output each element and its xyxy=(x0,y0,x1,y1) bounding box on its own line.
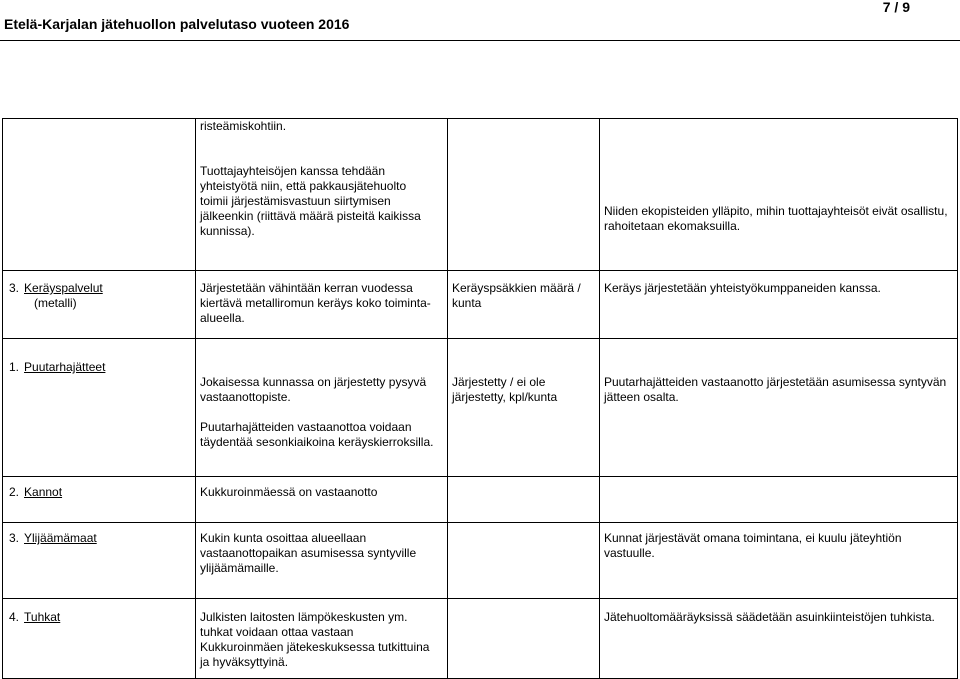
cell-text-line: Puutarhajätteiden vastaanottoa voidaan xyxy=(200,420,412,434)
action-cell xyxy=(196,523,448,599)
cell-text-line: kiertävä metalliromun keräys koko toiminta- xyxy=(200,296,431,310)
cell-lines xyxy=(604,204,953,234)
row-number: 3. xyxy=(9,281,20,295)
indicator-cell xyxy=(448,599,600,679)
page-number: 7 / 9 xyxy=(882,0,910,15)
row-name xyxy=(9,485,191,500)
table-row xyxy=(3,119,958,271)
row-name xyxy=(9,360,191,375)
cell-text-line xyxy=(200,134,443,149)
cell-text-line xyxy=(200,405,443,420)
row-name xyxy=(9,610,191,625)
cell-lines xyxy=(604,531,953,561)
indicator-cell xyxy=(448,523,600,599)
cell-text-line: Jätehuoltomääräyksissä säädetään asuinkiinteistöjen tuhkista. xyxy=(604,610,935,624)
row-title: Ylijäämämaat xyxy=(24,531,97,545)
cell-text-line xyxy=(200,149,443,164)
cell-lines xyxy=(200,281,443,326)
cell-text-line: Jokaisessa kunnassa on järjestetty pysyvä xyxy=(200,375,427,389)
cell-text-line: Niiden ekopisteiden ylläpito, mihin tuottajayhteisöt eivät osallistu, xyxy=(604,203,948,218)
cell-text-line: Tuottajayhteisöjen kanssa tehdään xyxy=(200,164,386,178)
indicator-cell xyxy=(448,119,600,271)
cell-text-line: risteämiskohtiin. xyxy=(200,119,287,133)
cell-text-line: rahoitetaan ekomaksuilla. xyxy=(604,218,741,233)
cell-text-line: Keräyspsäkkien määrä / xyxy=(452,281,581,295)
cell-text-line: Järjestetään vähintään kerran vuodessa xyxy=(200,281,413,295)
row-title: Kannot xyxy=(24,485,63,499)
action-cell xyxy=(196,339,448,477)
header-divider xyxy=(0,40,960,41)
row-number: 3. xyxy=(9,531,20,545)
row-name xyxy=(9,531,191,546)
cell-text-line: vastaanottopiste. xyxy=(200,390,291,404)
note-cell xyxy=(600,523,958,599)
cell-lines xyxy=(200,531,443,576)
cell-lines xyxy=(200,485,443,500)
action-cell xyxy=(196,119,448,271)
row-title: Tuhkat xyxy=(24,610,61,624)
cell-text-line: toimii järjestämisvastuun siirtymisen xyxy=(200,194,391,208)
cell-text-line: täydentää sesonkiaikoina keräyskierroksilla. xyxy=(200,435,434,449)
cell-lines xyxy=(200,119,443,239)
cell-text-line: ylijäämämaille. xyxy=(200,561,279,575)
action-cell xyxy=(196,271,448,339)
cell-text-line: alueella. xyxy=(200,311,245,325)
note-cell xyxy=(600,271,958,339)
row-title: Keräyspalvelut xyxy=(24,281,103,295)
action-cell xyxy=(196,599,448,679)
cell-text-line: Kukkuroinmäessä on vastaanotto xyxy=(200,485,378,499)
row-name-cell xyxy=(3,271,196,339)
row-name-cell xyxy=(3,523,196,599)
cell-text-line: Kukin kunta osoittaa alueellaan xyxy=(200,531,367,545)
cell-text-line: järjestetty, kpl/kunta xyxy=(452,390,558,404)
cell-text-line: yhteistyötä niin, että pakkausjätehuolto xyxy=(200,179,407,193)
cell-text-line: Julkisten laitosten lämpökeskusten ym. xyxy=(200,610,408,624)
cell-lines xyxy=(200,610,443,670)
table-row xyxy=(3,339,958,477)
row-name-cell xyxy=(3,339,196,477)
cell-text-line: kunnissa). xyxy=(200,224,255,238)
note-cell xyxy=(600,477,958,523)
row-name xyxy=(9,281,191,296)
cell-lines xyxy=(604,281,953,296)
cell-text-line: Keräys järjestetään yhteistyökumppaneiden kanssa. xyxy=(604,281,881,295)
cell-text-line: jälkeenkin (riittävä määrä pisteitä kaikissa xyxy=(200,209,421,223)
cell-lines xyxy=(452,281,595,311)
cell-text-line: vastuulle. xyxy=(604,546,655,560)
cell-text-line: ja hyväksyttyinä. xyxy=(200,655,289,669)
note-cell xyxy=(600,339,958,477)
row-name-cell xyxy=(3,119,196,271)
cell-lines xyxy=(604,610,953,625)
row-title: Puutarhajätteet xyxy=(24,360,106,374)
table-row xyxy=(3,599,958,679)
cell-lines xyxy=(452,375,595,405)
indicator-cell xyxy=(448,271,600,339)
cell-text-line: kunta xyxy=(452,296,482,310)
service-level-table xyxy=(2,118,958,679)
note-cell xyxy=(600,599,958,679)
row-number: 4. xyxy=(9,610,20,624)
row-number: 1. xyxy=(9,360,20,374)
cell-text-line: vastaanottopaikan asumisessa syntyville xyxy=(200,546,417,560)
table-row xyxy=(3,477,958,523)
row-subtitle: (metalli) xyxy=(34,296,77,310)
table-row xyxy=(3,523,958,599)
cell-text-line: Järjestetty / ei ole xyxy=(452,375,546,389)
indicator-cell xyxy=(448,339,600,477)
cell-text-line: Puutarhajätteiden vastaanotto järjestetään asumisessa syntyvän xyxy=(604,375,947,389)
indicator-cell xyxy=(448,477,600,523)
cell-text-line: tuhkat voidaan ottaa vastaan xyxy=(200,625,354,639)
cell-lines xyxy=(200,375,443,450)
row-name-cell xyxy=(3,599,196,679)
table-row xyxy=(3,271,958,339)
row-number: 2. xyxy=(9,485,20,499)
row-name-cell xyxy=(3,477,196,523)
action-cell xyxy=(196,477,448,523)
cell-text-line: Kunnat järjestävät omana toimintana, ei kuulu jäteyhtiön xyxy=(604,531,902,545)
cell-text-line: jätteen osalta. xyxy=(604,390,679,404)
cell-lines xyxy=(604,375,953,405)
note-cell xyxy=(600,119,958,271)
document-title: Etelä-Karjalan jätehuollon palvelutaso vuoteen 2016 xyxy=(4,16,350,32)
cell-text-line: Kukkuroinmäen jätekeskuksessa tutkittuina xyxy=(200,640,430,654)
